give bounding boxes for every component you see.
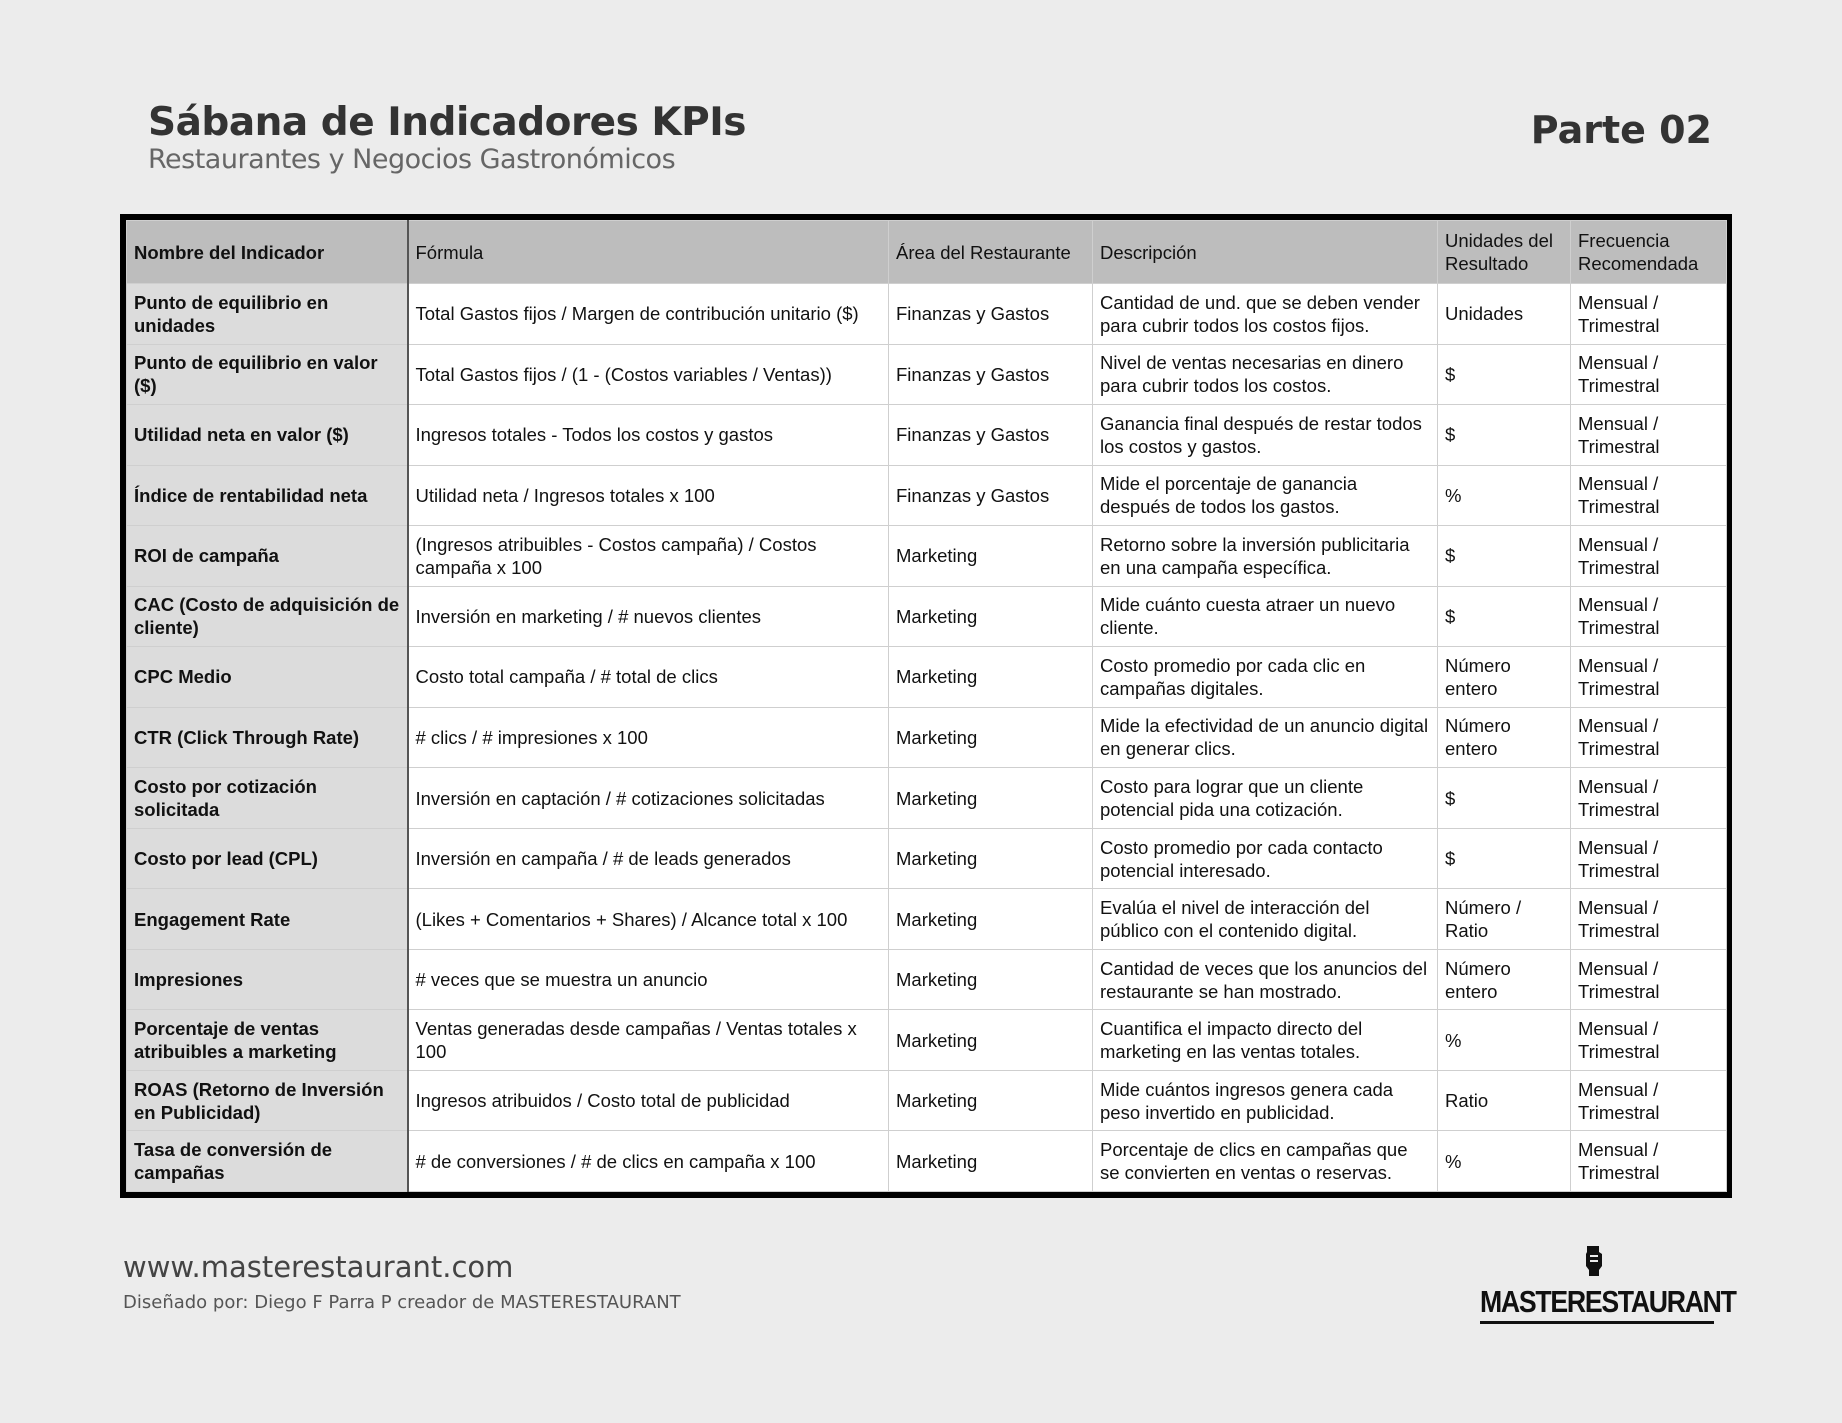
kpi-area: Marketing: [889, 828, 1093, 889]
chef-hat-icon: [1584, 1244, 1604, 1278]
table-row: [127, 889, 1727, 950]
column-header-formula: Fórmula: [408, 221, 889, 284]
page-subtitle: Restaurantes y Negocios Gastronómicos: [148, 144, 676, 175]
table-header-row: [127, 221, 1727, 284]
kpi-formula: (Likes + Comentarios + Shares) / Alcance total x 100: [408, 889, 889, 950]
kpi-table-frame: [120, 214, 1732, 1198]
kpi-name: Punto de equilibrio en unidades: [127, 284, 408, 345]
kpi-area: Marketing: [889, 586, 1093, 647]
logo-underline: [1480, 1321, 1714, 1324]
table-body: [127, 284, 1727, 1192]
kpi-formula: Inversión en captación / # cotizaciones solicitadas: [408, 768, 889, 829]
kpi-name: CTR (Click Through Rate): [127, 707, 408, 768]
kpi-formula: # clics / # impresiones x 100: [408, 707, 889, 768]
kpi-description: Mide cuánto cuesta atraer un nuevo cliente.: [1093, 586, 1438, 647]
kpi-units: Número entero: [1438, 949, 1571, 1010]
table-row: [127, 465, 1727, 526]
kpi-frequency: Mensual / Trimestral: [1571, 586, 1727, 647]
kpi-table: [126, 220, 1727, 1192]
kpi-description: Evalúa el nivel de interacción del público con el contenido digital.: [1093, 889, 1438, 950]
kpi-units: $: [1438, 828, 1571, 889]
kpi-formula: Total Gastos fijos / Margen de contribución unitario ($): [408, 284, 889, 345]
table-row: [127, 1131, 1727, 1192]
table-row: [127, 647, 1727, 708]
kpi-name: ROI de campaña: [127, 526, 408, 587]
kpi-units: $: [1438, 768, 1571, 829]
kpi-formula: # de conversiones / # de clics en campaña x 100: [408, 1131, 889, 1192]
table-row: [127, 405, 1727, 466]
kpi-name: Costo por lead (CPL): [127, 828, 408, 889]
kpi-formula: Ingresos totales - Todos los costos y gastos: [408, 405, 889, 466]
kpi-formula: Ventas generadas desde campañas / Ventas totales x 100: [408, 1010, 889, 1071]
kpi-area: Marketing: [889, 768, 1093, 829]
column-header-description: Descripción: [1093, 221, 1438, 284]
kpi-description: Retorno sobre la inversión publicitaria en una campaña específica.: [1093, 526, 1438, 587]
table-row: [127, 768, 1727, 829]
kpi-name: CPC Medio: [127, 647, 408, 708]
kpi-area: Marketing: [889, 1070, 1093, 1131]
kpi-name: ROAS (Retorno de Inversión en Publicidad): [127, 1070, 408, 1131]
kpi-description: Costo para lograr que un cliente potencial pida una cotización.: [1093, 768, 1438, 829]
kpi-name: Índice de rentabilidad neta: [127, 465, 408, 526]
kpi-name: Utilidad neta en valor ($): [127, 405, 408, 466]
table-row: [127, 949, 1727, 1010]
kpi-frequency: Mensual / Trimestral: [1571, 647, 1727, 708]
kpi-area: Finanzas y Gastos: [889, 405, 1093, 466]
part-label: Parte 02: [1530, 108, 1712, 152]
kpi-frequency: Mensual / Trimestral: [1571, 768, 1727, 829]
kpi-formula: # veces que se muestra un anuncio: [408, 949, 889, 1010]
kpi-area: Marketing: [889, 949, 1093, 1010]
kpi-units: $: [1438, 586, 1571, 647]
kpi-name: Engagement Rate: [127, 889, 408, 950]
table-row: [127, 284, 1727, 345]
column-header-units: Unidades del Resultado: [1438, 221, 1571, 284]
kpi-area: Marketing: [889, 647, 1093, 708]
kpi-name: CAC (Costo de adquisición de cliente): [127, 586, 408, 647]
kpi-description: Cantidad de und. que se deben vender para cubrir todos los costos fijos.: [1093, 284, 1438, 345]
kpi-formula: Total Gastos fijos / (1 - (Costos variables / Ventas)): [408, 344, 889, 405]
kpi-frequency: Mensual / Trimestral: [1571, 284, 1727, 345]
kpi-area: Marketing: [889, 707, 1093, 768]
page-title: Sábana de Indicadores KPIs: [148, 100, 746, 145]
kpi-name: Punto de equilibrio en valor ($): [127, 344, 408, 405]
kpi-area: Marketing: [889, 889, 1093, 950]
kpi-area: Finanzas y Gastos: [889, 465, 1093, 526]
kpi-name: Porcentaje de ventas atribuibles a marketing: [127, 1010, 408, 1071]
kpi-description: Costo promedio por cada contacto potencial interesado.: [1093, 828, 1438, 889]
kpi-description: Porcentaje de clics en campañas que se convierten en ventas o reservas.: [1093, 1131, 1438, 1192]
kpi-frequency: Mensual / Trimestral: [1571, 465, 1727, 526]
kpi-description: Cuantifica el impacto directo del marketing en las ventas totales.: [1093, 1010, 1438, 1071]
footer-website: www.masterestaurant.com: [123, 1250, 514, 1284]
kpi-description: Mide cuántos ingresos genera cada peso invertido en publicidad.: [1093, 1070, 1438, 1131]
kpi-units: $: [1438, 405, 1571, 466]
kpi-units: $: [1438, 344, 1571, 405]
table-row: [127, 828, 1727, 889]
masterestaurant-logo: [1480, 1244, 1736, 1324]
column-header-frequency: Frecuencia Recomendada: [1571, 221, 1727, 284]
kpi-formula: (Ingresos atribuibles - Costos campaña) / Costos campaña x 100: [408, 526, 889, 587]
kpi-units: %: [1438, 1131, 1571, 1192]
kpi-units: Ratio: [1438, 1070, 1571, 1131]
table-row: [127, 526, 1727, 587]
footer-credit: Diseñado por: Diego F Parra P creador de MASTERESTAURANT: [123, 1292, 681, 1313]
kpi-area: Marketing: [889, 1131, 1093, 1192]
kpi-frequency: Mensual / Trimestral: [1571, 526, 1727, 587]
kpi-frequency: Mensual / Trimestral: [1571, 405, 1727, 466]
kpi-description: Mide el porcentaje de ganancia después de todos los gastos.: [1093, 465, 1438, 526]
kpi-units: $: [1438, 526, 1571, 587]
kpi-description: Mide la efectividad de un anuncio digital en generar clics.: [1093, 707, 1438, 768]
kpi-frequency: Mensual / Trimestral: [1571, 344, 1727, 405]
table-row: [127, 1010, 1727, 1071]
kpi-frequency: Mensual / Trimestral: [1571, 889, 1727, 950]
kpi-units: Número / Ratio: [1438, 889, 1571, 950]
kpi-formula: Costo total campaña / # total de clics: [408, 647, 889, 708]
kpi-frequency: Mensual / Trimestral: [1571, 1070, 1727, 1131]
logo-wordmark: MASTERESTAURANT: [1480, 1284, 1736, 1319]
kpi-units: Número entero: [1438, 647, 1571, 708]
kpi-name: Costo por cotización solicitada: [127, 768, 408, 829]
kpi-units: %: [1438, 1010, 1571, 1071]
kpi-formula: Inversión en marketing / # nuevos clientes: [408, 586, 889, 647]
kpi-description: Cantidad de veces que los anuncios del restaurante se han mostrado.: [1093, 949, 1438, 1010]
kpi-description: Ganancia final después de restar todos los costos y gastos.: [1093, 405, 1438, 466]
kpi-frequency: Mensual / Trimestral: [1571, 949, 1727, 1010]
table-row: [127, 586, 1727, 647]
kpi-description: Nivel de ventas necesarias en dinero para cubrir todos los costos.: [1093, 344, 1438, 405]
kpi-formula: Ingresos atribuidos / Costo total de publicidad: [408, 1070, 889, 1131]
column-header-name: Nombre del Indicador: [127, 221, 408, 284]
kpi-formula: Utilidad neta / Ingresos totales x 100: [408, 465, 889, 526]
kpi-units: Unidades: [1438, 284, 1571, 345]
table-row: [127, 1070, 1727, 1131]
kpi-area: Marketing: [889, 526, 1093, 587]
kpi-frequency: Mensual / Trimestral: [1571, 707, 1727, 768]
table-row: [127, 344, 1727, 405]
table-row: [127, 707, 1727, 768]
kpi-area: Finanzas y Gastos: [889, 344, 1093, 405]
kpi-frequency: Mensual / Trimestral: [1571, 1131, 1727, 1192]
kpi-frequency: Mensual / Trimestral: [1571, 828, 1727, 889]
kpi-description: Costo promedio por cada clic en campañas digitales.: [1093, 647, 1438, 708]
kpi-area: Finanzas y Gastos: [889, 284, 1093, 345]
kpi-units: Número entero: [1438, 707, 1571, 768]
kpi-units: %: [1438, 465, 1571, 526]
column-header-area: Área del Restaurante: [889, 221, 1093, 284]
kpi-area: Marketing: [889, 1010, 1093, 1071]
kpi-formula: Inversión en campaña / # de leads generados: [408, 828, 889, 889]
kpi-name: Tasa de conversión de campañas: [127, 1131, 408, 1192]
kpi-frequency: Mensual / Trimestral: [1571, 1010, 1727, 1071]
kpi-name: Impresiones: [127, 949, 408, 1010]
